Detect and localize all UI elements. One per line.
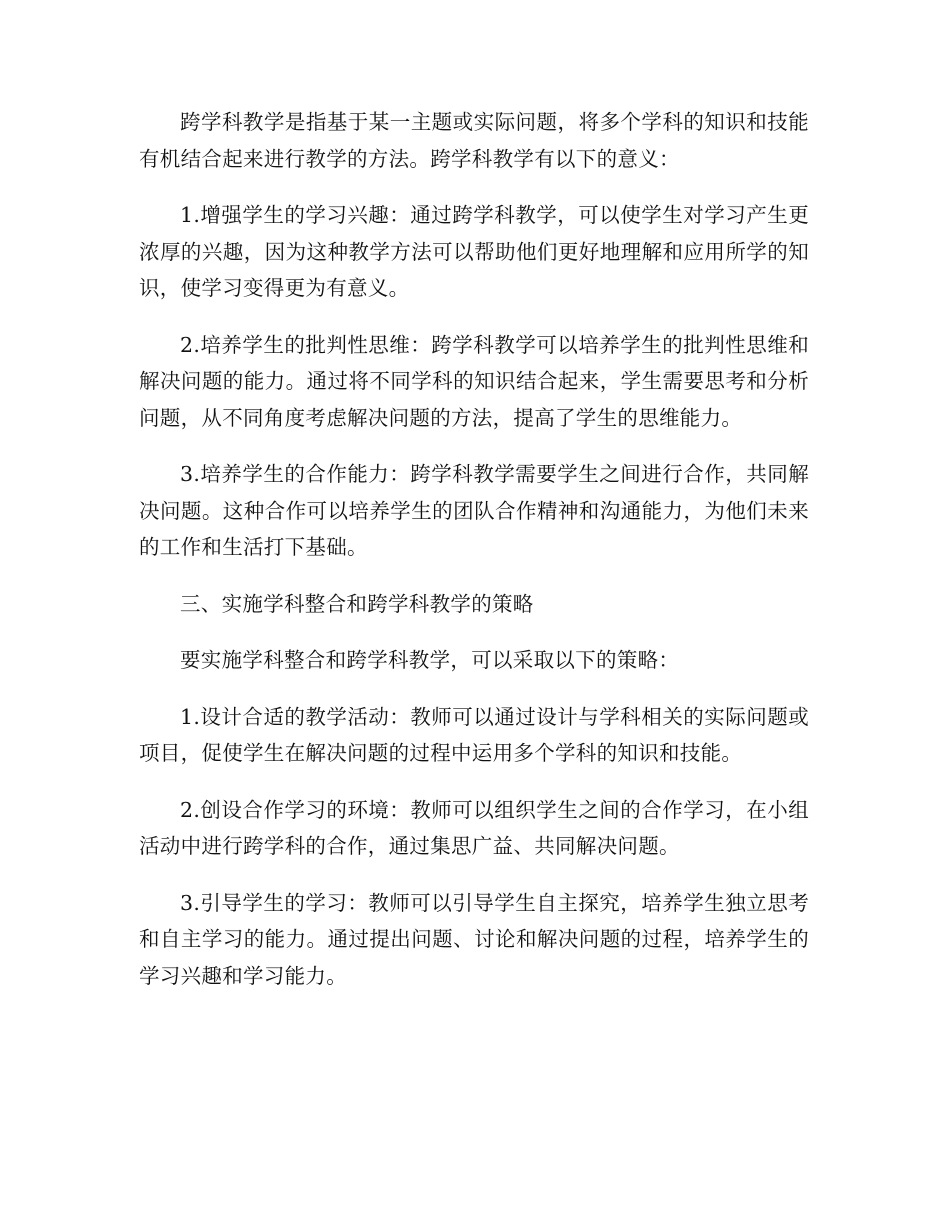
paragraph-point-2-critical-thinking: 2.培养学生的批判性思维：跨学科教学可以培养学生的批判性思维和解决问题的能力。通过将不同学科的知识结合起来，学生需要思考和分析问题，从不同角度考虑解决问题的方法，提高了学生的思维能力。 bbox=[139, 332, 809, 430]
paragraph-intro: 跨学科教学是指基于某一主题或实际问题，将多个学科的知识和技能有机结合起来进行教学的方法。跨学科教学有以下的意义： bbox=[139, 110, 809, 171]
paragraph-point-1-interest: 1.增强学生的学习兴趣：通过跨学科教学，可以使学生对学习产生更浓厚的兴趣，因为这种教学方法可以帮助他们更好地理解和应用所学的知识，使学习变得更为有意义。 bbox=[139, 203, 809, 300]
paragraph-point-3-cooperation: 3.培养学生的合作能力：跨学科教学需要学生之间进行合作，共同解决问题。这种合作可以培养学生的团队合作精神和沟通能力，为他们未来的工作和生活打下基础。 bbox=[139, 462, 809, 559]
section-heading-strategies: 三、实施学科整合和跨学科教学的策略 bbox=[180, 591, 534, 616]
paragraph-strategy-2-environment: 2.创设合作学习的环境：教师可以组织学生之间的合作学习，在小组活动中进行跨学科的合作，通过集思广益、共同解决问题。 bbox=[139, 797, 809, 858]
paragraph-strategy-1-activities: 1.设计合适的教学活动：教师可以通过设计与学科相关的实际问题或项目，促使学生在解决问题的过程中运用多个学科的知识和技能。 bbox=[139, 704, 809, 765]
document-body bbox=[139, 104, 809, 1014]
paragraph-strategy-3-guidance: 3.引导学生的学习：教师可以引导学生自主探究，培养学生独立思考和自主学习的能力。通过提出问题、讨论和解决问题的过程，培养学生的学习兴趣和学习能力。 bbox=[139, 890, 809, 988]
paragraph-strategies-intro: 要实施学科整合和跨学科教学，可以采取以下的策略： bbox=[180, 648, 680, 672]
